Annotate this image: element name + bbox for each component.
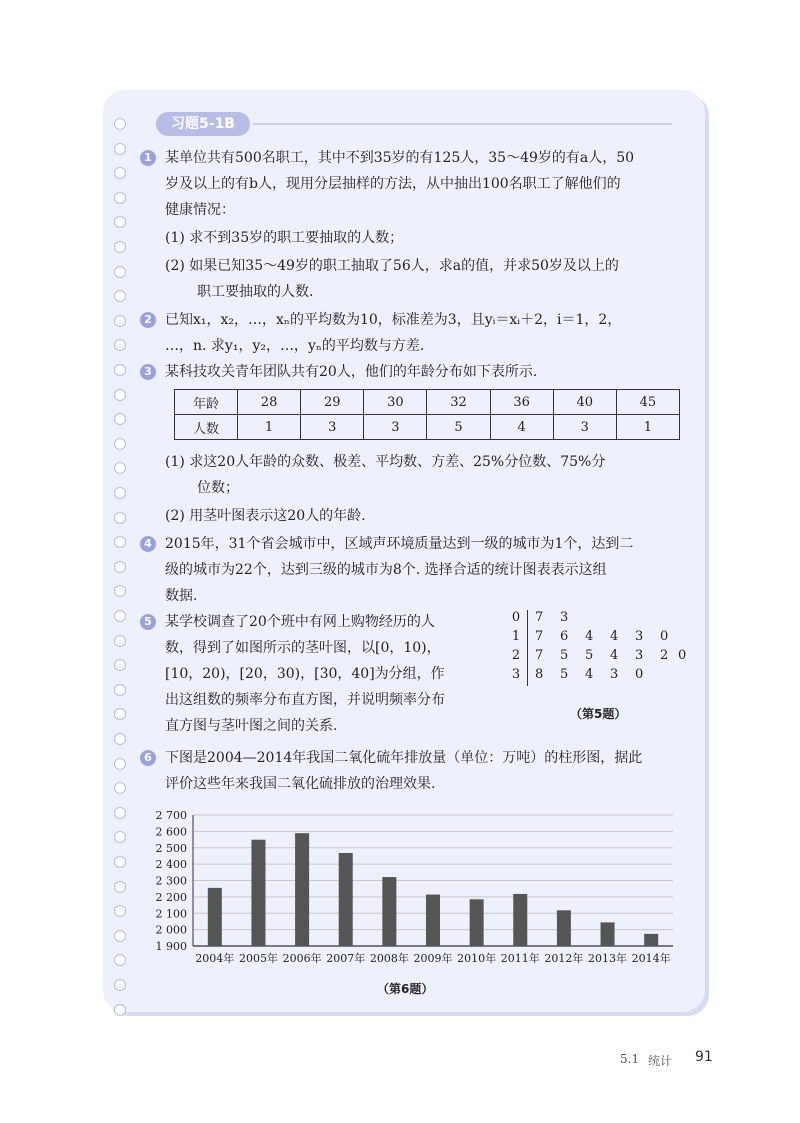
problem-3-line-4: (2) 用茎叶图表示这20人的年龄. xyxy=(165,508,366,524)
bar xyxy=(601,922,615,946)
y-tick-label: 2 500 xyxy=(155,841,187,855)
x-tick-label: 2004年 xyxy=(195,952,235,965)
age-cell: 36 xyxy=(490,390,553,415)
problem-4-line-3: 数据. xyxy=(165,588,198,604)
y-tick-label: 2 600 xyxy=(155,825,187,839)
bar xyxy=(513,894,527,946)
problem-5-line-3: [10，20)，[20，30)，[30，40]为分组，作 xyxy=(165,666,445,682)
problem-1-line-6: 职工要抽取的人数. xyxy=(197,284,314,300)
stem-value: 0 xyxy=(511,610,521,625)
y-tick-label: 2 400 xyxy=(155,858,187,872)
age-cell: 30 xyxy=(364,390,427,415)
problem-1-line-5: (2) 如果已知35～49岁的职工抽取了56人，求a的值，并求50岁及以上的 xyxy=(165,258,619,274)
leaf: 2 xyxy=(660,648,669,663)
problem-6-line-2: 评价这些年来我国二氧化硫排放的治理效果. xyxy=(165,776,436,792)
row-label-age: 年龄 xyxy=(175,390,238,415)
problem-5-number: 5 xyxy=(140,614,156,630)
y-tick-label: 2 000 xyxy=(155,923,187,937)
age-cell: 45 xyxy=(616,390,679,415)
leaf: 0 xyxy=(660,629,669,644)
bar xyxy=(382,877,396,946)
leaf: 6 xyxy=(560,629,569,644)
leaf: 5 xyxy=(585,648,594,663)
problem-5-line-2: 数，得到了如图所示的茎叶图，以[0，10)， xyxy=(165,640,441,656)
problem-3-line-2: (1) 求这20人年龄的众数、极差、平均数、方差、25%分位数、75%分 xyxy=(165,454,606,470)
age-cell: 29 xyxy=(301,390,364,415)
bar xyxy=(208,888,222,946)
x-tick-label: 2011年 xyxy=(500,952,540,965)
count-cell: 3 xyxy=(364,415,427,440)
problem-5-line-4: 出这组数的频率分布直方图，并说明频率分布 xyxy=(165,692,445,708)
problem-3-line-1: 某科技攻关青年团队共有20人，他们的年龄分布如下表所示. xyxy=(165,364,538,380)
leaf: 7 xyxy=(535,629,544,644)
bar xyxy=(426,895,440,946)
x-tick-label: 2013年 xyxy=(588,952,628,965)
age-cell: 32 xyxy=(427,390,490,415)
bar xyxy=(470,899,484,946)
x-tick-label: 2008年 xyxy=(369,952,409,965)
age-cell: 28 xyxy=(238,390,301,415)
leaf: 4 xyxy=(610,648,619,663)
y-tick-label: 2 700 xyxy=(155,809,187,822)
leaf: 0 xyxy=(678,648,687,663)
x-tick-label: 2014年 xyxy=(631,952,671,965)
y-tick-label: 2 200 xyxy=(155,890,187,904)
age-cell: 40 xyxy=(553,390,616,415)
leaf: 3 xyxy=(610,667,619,682)
bar xyxy=(557,910,571,946)
leaf: 0 xyxy=(635,667,644,682)
problem-2-number: 2 xyxy=(140,312,156,328)
bar xyxy=(339,853,353,946)
footer-section-title: 统计 xyxy=(648,1054,673,1068)
stem-value: 1 xyxy=(511,629,521,644)
leaf: 4 xyxy=(585,629,594,644)
x-tick-label: 2005年 xyxy=(238,952,278,965)
bar xyxy=(295,833,309,946)
count-cell: 5 xyxy=(427,415,490,440)
problem-1-line-3: 健康情况： xyxy=(165,202,235,218)
problem-4-number: 4 xyxy=(140,536,156,552)
figure-6-caption: （第6题） xyxy=(377,982,434,996)
problem-3-number: 3 xyxy=(140,364,156,380)
count-cell: 1 xyxy=(616,415,679,440)
bar xyxy=(251,840,265,946)
count-cell: 3 xyxy=(553,415,616,440)
y-tick-label: 2 100 xyxy=(155,907,187,921)
problem-1-number: 1 xyxy=(140,150,156,166)
leaf: 3 xyxy=(560,610,569,625)
problem-6-line-1: 下图是2004—2014年我国二氧化硫年排放量（单位：万吨）的柱形图，据此 xyxy=(165,750,643,766)
count-cell: 1 xyxy=(238,415,301,440)
footer-section-number: 5.1 xyxy=(620,1052,640,1066)
bar xyxy=(644,934,658,946)
leaf: 5 xyxy=(560,667,569,682)
x-tick-label: 2010年 xyxy=(457,952,497,965)
count-cell: 4 xyxy=(490,415,553,440)
leaf: 7 xyxy=(535,610,544,625)
x-tick-label: 2006年 xyxy=(282,952,322,965)
problem-1-line-1: 某单位共有500名职工，其中不到35岁的有125人，35～49岁的有a人，50 xyxy=(165,150,635,166)
y-tick-label: 1 900 xyxy=(155,940,187,953)
problem-1-line-2: 岁及以上的有b人，现用分层抽样的方法，从中抽出100名职工了解他们的 xyxy=(165,176,621,192)
problem-6-number: 6 xyxy=(140,750,156,766)
leaf: 3 xyxy=(635,629,644,644)
page-number: 91 xyxy=(695,1049,713,1065)
leaf: 3 xyxy=(635,648,644,663)
problem-4-line-2: 级的城市为22个，达到三级的城市为8个. 选择合适的统计图表表示这组 xyxy=(165,562,607,578)
y-tick-label: 2 300 xyxy=(155,874,187,888)
leaf: 4 xyxy=(610,629,619,644)
row-label-count: 人数 xyxy=(175,415,238,440)
leaf: 4 xyxy=(585,667,594,682)
x-tick-label: 2009年 xyxy=(413,952,453,965)
x-tick-label: 2007年 xyxy=(326,952,366,965)
count-cell: 3 xyxy=(301,415,364,440)
problem-5-line-1: 某学校调查了20个班中有网上购物经历的人 xyxy=(165,614,435,630)
leaf: 8 xyxy=(535,667,544,682)
stem-value: 3 xyxy=(511,667,521,682)
exercise-header: 习题5-1B xyxy=(156,112,250,136)
leaf: 7 xyxy=(535,648,544,663)
problem-1-line-4: (1) 求不到35岁的职工要抽取的人数； xyxy=(165,230,404,246)
problem-2-line-1: 已知x₁，x₂，…，xₙ的平均数为10，标准差为3，且yᵢ＝xᵢ＋2，i＝1，2， xyxy=(165,312,622,328)
problem-2-line-2: …，n. 求y₁，y₂，…，yₙ的平均数与方差. xyxy=(165,338,425,354)
stem-value: 2 xyxy=(511,648,521,663)
leaf: 5 xyxy=(560,648,569,663)
x-tick-label: 2012年 xyxy=(544,952,584,965)
problem-5-line-5: 直方图与茎叶图之间的关系. xyxy=(165,718,338,734)
problem-3-line-3: 位数； xyxy=(197,480,239,496)
figure-5-caption: （第5题） xyxy=(570,707,627,721)
problem-4-line-1: 2015年，31个省会城市中，区域声环境质量达到一级的城市为1个，达到二 xyxy=(165,536,634,552)
